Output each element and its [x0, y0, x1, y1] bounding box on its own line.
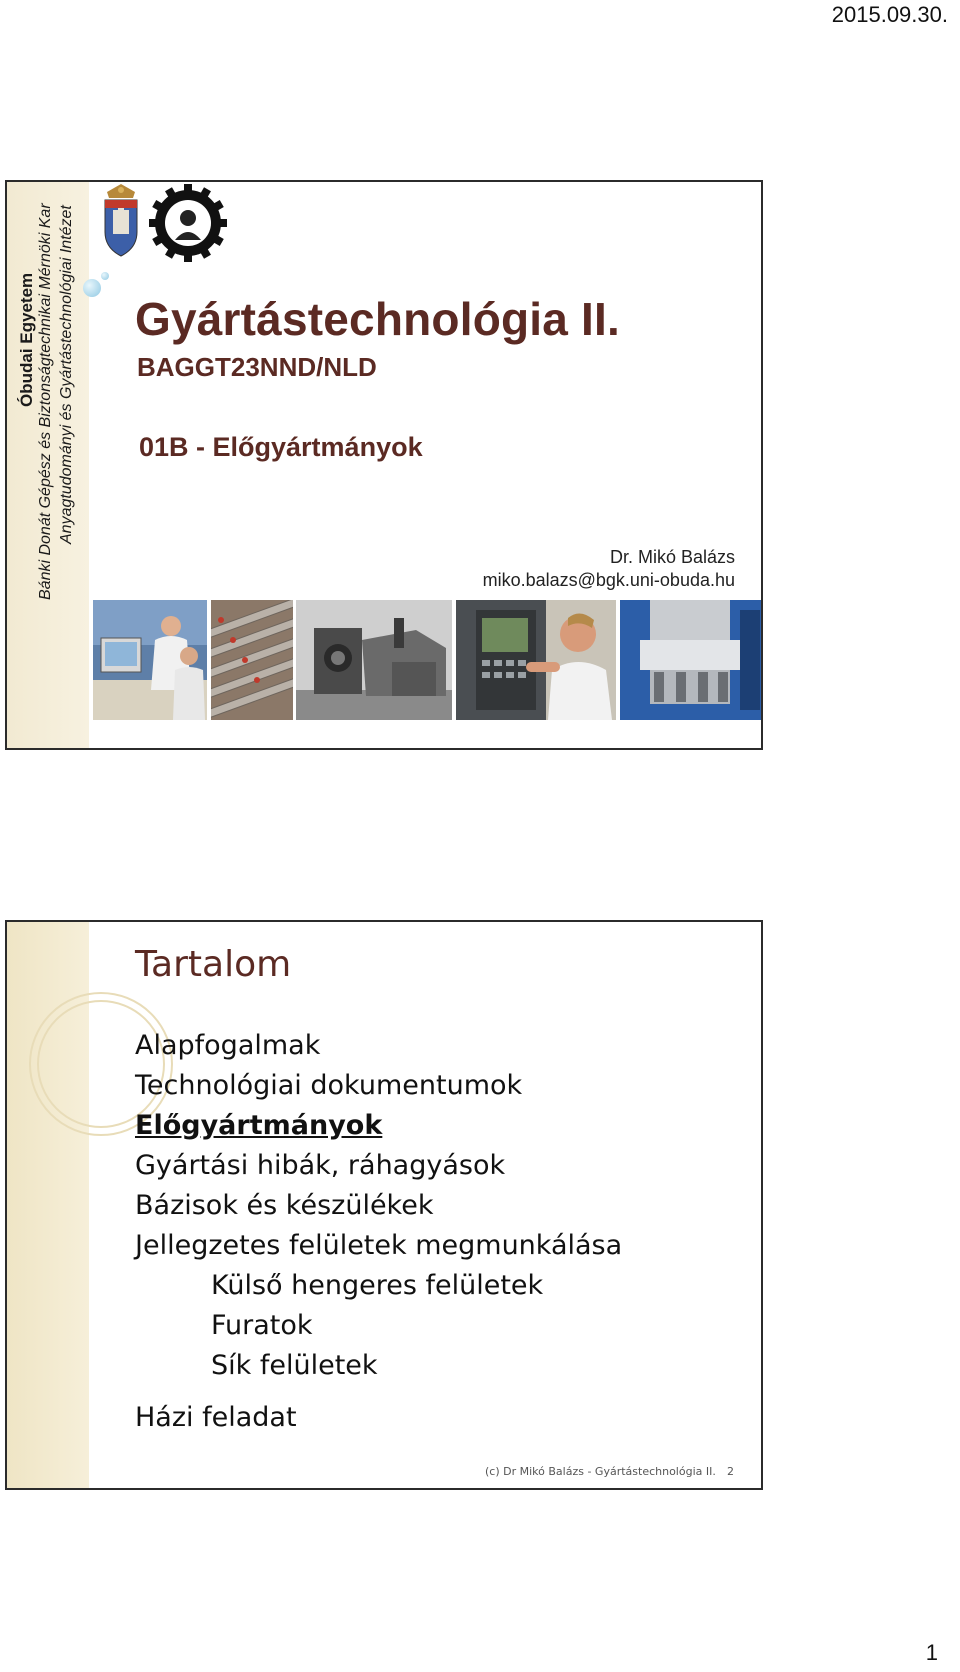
bubble-decoration: [101, 272, 109, 280]
lecture-subtitle: 01B - Előgyártmányok: [139, 432, 423, 462]
course-code: BAGGT23NND/NLD: [137, 352, 377, 382]
slide-title: [5, 180, 763, 750]
toc-subitem: Sík felületek: [211, 1350, 378, 1381]
steel-bars-photo: [211, 600, 293, 720]
author-name: Dr. Mikó Balázs: [609, 547, 735, 567]
toc-list: [135, 1026, 622, 1386]
slide-number: 2: [727, 1465, 734, 1478]
toc-item-active: Előgyártmányok: [135, 1110, 383, 1141]
toc-subitem: Furatok: [211, 1310, 313, 1341]
course-title: Gyártástechnológia II.: [135, 293, 620, 345]
toc-item: Jellegzetes felületek megmunkálása: [135, 1230, 623, 1261]
page-number: 1: [925, 1640, 938, 1665]
gear-seal-icon: [149, 184, 227, 262]
toc-item: Gyártási hibák, ráhagyások: [135, 1150, 506, 1181]
photo-strip: [93, 600, 763, 720]
cnc-operator-photo: [456, 600, 616, 720]
homework-item: Házi feladat: [135, 1402, 297, 1433]
toc-item: Alapfogalmak: [135, 1030, 321, 1061]
toc-item: Technológiai dokumentumok: [135, 1070, 523, 1101]
milling-tool-photo: [620, 600, 763, 720]
university-crest-icon: [99, 182, 143, 260]
institute-name: Anyagtudományi és Gyártástechnológiai Intézet: [58, 205, 75, 544]
author-email: miko.balazs@bgk.uni-obuda.hu: [482, 570, 735, 590]
fixture-photo: [296, 600, 452, 720]
author-block: [483, 546, 735, 592]
toc-item: Bázisok és készülékek: [135, 1190, 434, 1221]
university-name: Óbudai Egyetem: [17, 272, 36, 407]
bubble-decoration: [83, 279, 101, 297]
page-date: 2015.09.30.: [831, 2, 948, 27]
faculty-name: Bánki Donát Gépész és Biztonságtechnikai Mérnöki Kar: [37, 203, 54, 600]
slide-contents: [5, 920, 763, 1490]
cad-workstation-photo: [93, 600, 207, 720]
slide-title-text: Tartalom: [135, 944, 292, 985]
toc-subitem: Külső hengeres felületek: [211, 1270, 544, 1301]
slide-footer: (c) Dr Mikó Balázs - Gyártástechnológia II.: [485, 1465, 716, 1478]
